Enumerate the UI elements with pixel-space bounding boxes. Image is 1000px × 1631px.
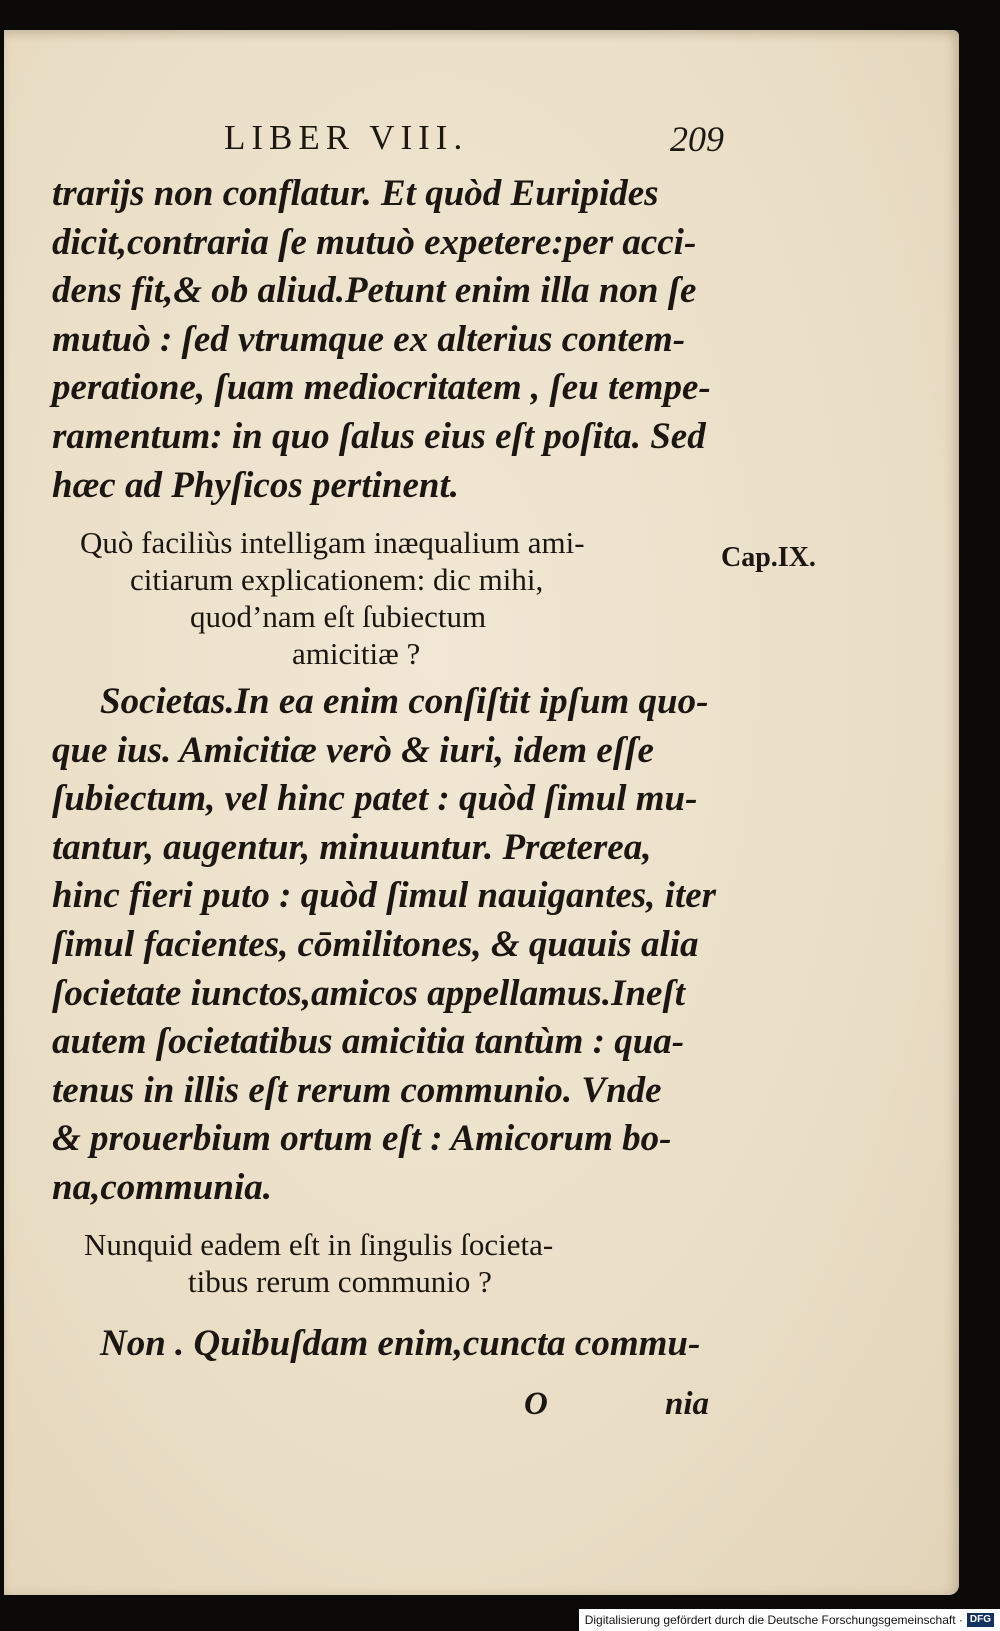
question-1 <box>80 524 680 672</box>
text-line: que ius. Amicitiæ verò & iuri, idem eſſe <box>52 729 654 771</box>
page-header <box>224 118 724 158</box>
text-line: ſimul facientes, cōmilitones, & quauis alia <box>52 923 699 965</box>
signature-mark: O <box>524 1386 548 1422</box>
question-2 <box>80 1226 680 1300</box>
question-line: Quò faciliùs intelligam inæqualium ami- <box>80 525 585 560</box>
text-line: ſocietate iunctos,amicos appellamus.Ineſt <box>52 972 686 1014</box>
paragraph-3 <box>52 1320 717 1369</box>
text-line: autem ſocietatibus amicitia tantùm : qua- <box>52 1021 685 1063</box>
text-line: dicit,contraria ſe mutuò expetere:per acci- <box>52 221 697 263</box>
text-line: ſubiectum, vel hinc patet : quòd ſimul mu- <box>52 778 698 820</box>
dfg-logo: DFG <box>967 1613 994 1627</box>
digitization-footer <box>579 1609 1000 1631</box>
text-line: dens fit,& ob aliud.Petunt enim illa non ſe <box>52 270 697 312</box>
text-line: tenus in illis eſt rerum communio. Vnde <box>52 1069 662 1111</box>
question-line: citiarum explicationem: dic mihi, <box>130 562 544 597</box>
text-line: peratione, ſuam mediocritatem , ſeu tempe- <box>52 367 711 409</box>
page-foot-marks <box>52 1386 717 1430</box>
running-head: LIBER VIII. <box>224 118 469 157</box>
paragraph-2 <box>52 678 717 1213</box>
text-line: & prouerbium ortum eſt : Amicorum bo- <box>52 1118 672 1160</box>
catchword: nia <box>664 1386 709 1422</box>
text-line: mutuò : ſed vtrumque ex alterius contem- <box>52 318 686 360</box>
question-line: amicitiæ ? <box>292 636 421 671</box>
chapter-margin-note: Cap.IX. <box>721 542 816 573</box>
text-line: ramentum: in quo ſalus eius eſt poſita. Sed <box>52 415 706 457</box>
text-line: hinc fieri puto : quòd ſimul nauigantes, iter <box>52 875 717 917</box>
question-line: quod’nam eſt ſubiectum <box>190 599 487 634</box>
text-line: na,communia. <box>52 1166 272 1208</box>
text-line: hæc ad Phyſicos pertinent. <box>52 464 459 506</box>
text-line: tantur, augentur, minuuntur. Præterea, <box>52 826 652 868</box>
text-line: Societas.In ea enim conſiſtit ipſum quo- <box>100 681 709 722</box>
text-line: trarijs non conflatur. Et quòd Euripides <box>52 173 659 214</box>
question-line: Nunquid eadem eſt in ſingulis ſocieta- <box>84 1227 554 1262</box>
book-page <box>4 30 959 1595</box>
paragraph-1 <box>52 170 717 510</box>
text-line: Non . Quibuſdam enim,cuncta commu- <box>100 1323 701 1364</box>
page-number: 209 <box>670 119 724 159</box>
question-line: tibus rerum communio ? <box>188 1264 492 1299</box>
footer-text: Digitalisierung gefördert durch die Deutsche Forschungsgemeinschaft · <box>584 1613 963 1627</box>
